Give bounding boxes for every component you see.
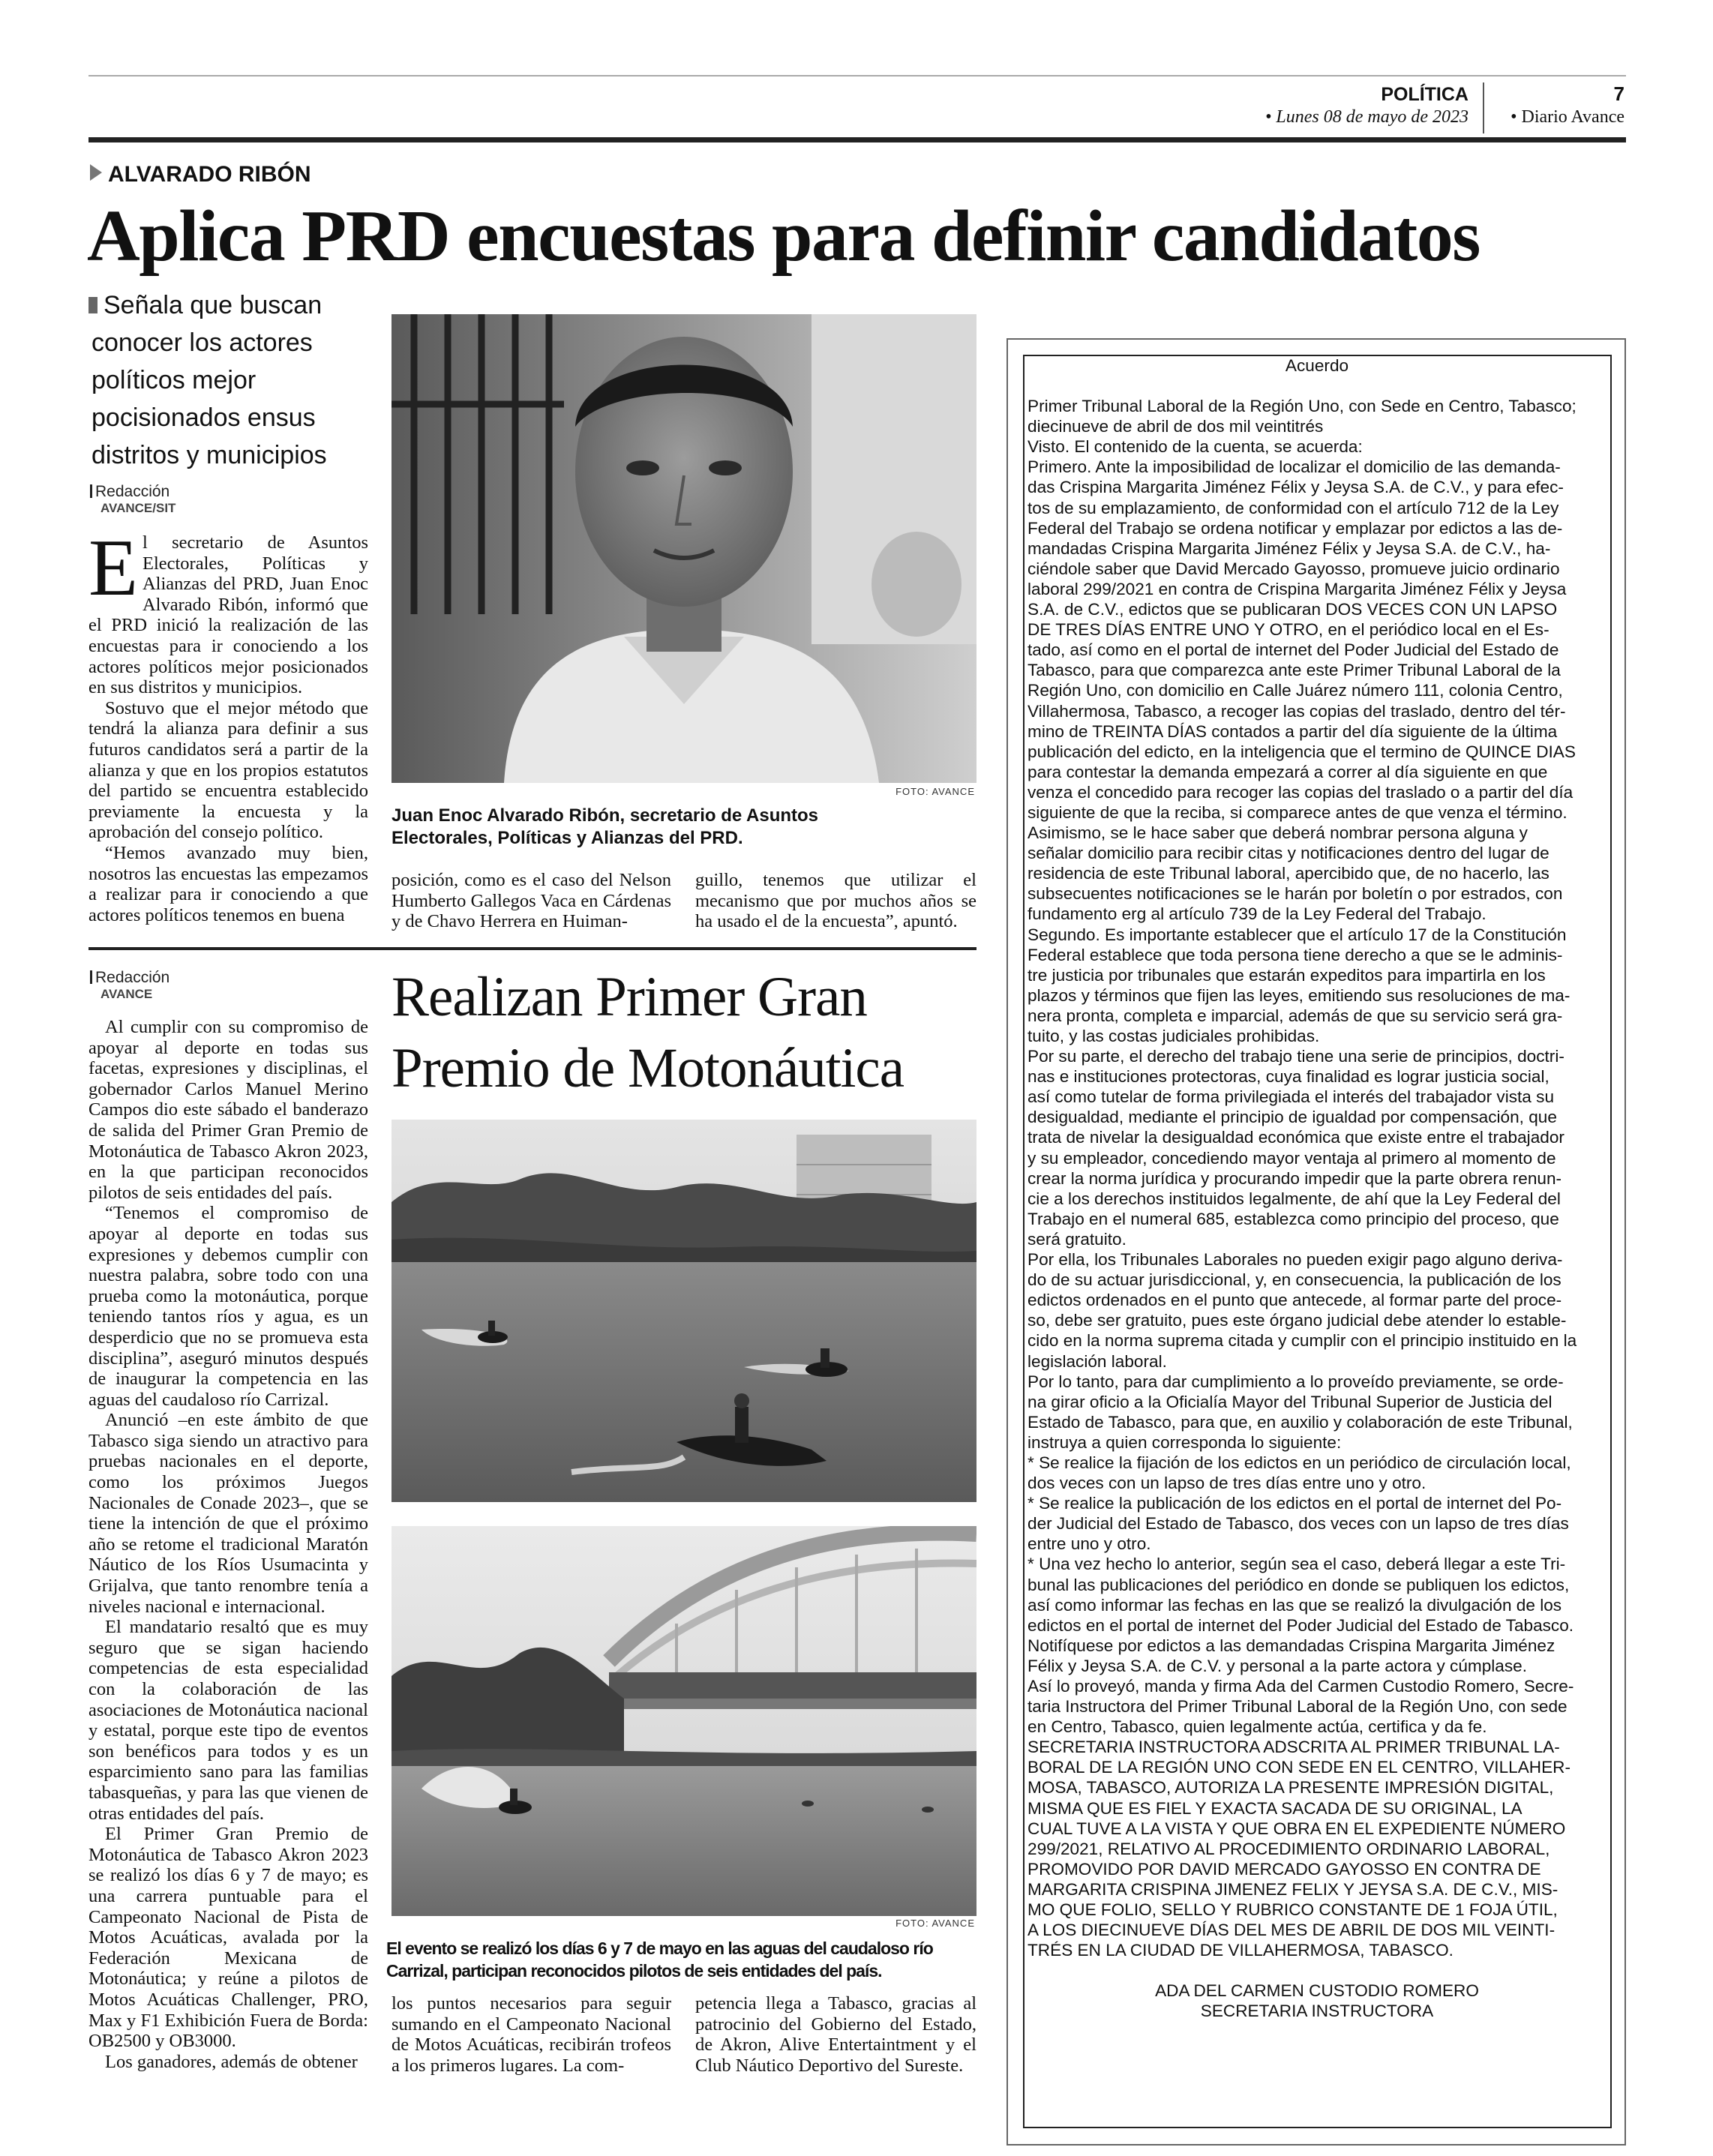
notice-line: diecinueve de abril de dos mil veintitrés: [1028, 417, 1324, 436]
notice-line: tre justicia por tribunales que estarán expeditos para impartirla en los: [1028, 965, 1546, 985]
notice-line: Notifíquese por edictos a las demandadas Crispina Margarita Jiménez: [1028, 1636, 1556, 1655]
notice-line: * Se realice la publicación de los edictos en el portal de internet del Po-: [1028, 1494, 1562, 1513]
paragraph: Los ganadores, además de obtener: [105, 2051, 358, 2072]
notice-line: taria Instructora del Primer Tribunal Laboral de la Región Uno, con sede: [1028, 1697, 1568, 1717]
headline: Aplica PRD encuestas para definir candidatos: [87, 196, 1480, 277]
headline-2-line: Realizan Primer Gran: [392, 966, 867, 1028]
portrait-photo: [392, 314, 976, 783]
paragraph: l secretario de Asuntos Electorales, Políticas y Alianzas del PRD, Juan Enoc Alvarado Ribón, informó que el PRD inició la realización de las encuestas para ir conociendo a los actores políticos mejor posicionados en sus distritos y municipios.: [88, 532, 368, 698]
subhead-line: distritos y municipios: [92, 441, 327, 469]
notice-line: Por ella, los Tribunales Laborales no pueden exigir pago alguno deriva-: [1028, 1250, 1563, 1270]
notice-line: trata de nivelar la desigualdad económica que existe entre el trabajador: [1028, 1128, 1564, 1147]
notice-line: Primero. Ante la imposibilidad de localizar el domicilio de las demanda-: [1028, 457, 1561, 477]
river-photo: [392, 1120, 976, 1502]
caption-line: El evento se realizó los días 6 y 7 de mayo en las aguas del caudaloso río: [386, 1939, 933, 1958]
notice-line: Región Uno, con domicilio en Calle Juárez número 111, colonia Centro,: [1028, 681, 1563, 700]
notice-line: Asimismo, se le hace saber que deberá nombrar persona alguna y: [1028, 823, 1528, 843]
legal-notice: [1028, 355, 1606, 2022]
notice-line: publicación del edicto, en la inteligencia que el termino de QUINCE DIAS: [1028, 742, 1576, 761]
notice-line: na girar oficio a la Oficialía Mayor del Tribunal Superior de Justicia del: [1028, 1392, 1552, 1411]
paragraph: “Tenemos el compromiso de apoyar al deporte en todas sus expresiones y debemos cumplir con nuestra palabra, sobre todo con una prueba como la motonáutica, porque teniendo tantos ríos y agua, es un desperdicio que no se promueva esta disciplina”, aseguró minutos después de inaugurar la competencia en las aguas del caudaloso río Carrizal.: [88, 1203, 368, 1410]
notice-line: crear la norma jurídica y procurando impedir que la parte obrera renun-: [1028, 1168, 1562, 1188]
notice-line: así como tutelar de forma privilegiada el interés del trabajador vista su: [1028, 1087, 1555, 1107]
kicker: [90, 162, 311, 187]
notice-line: SECRETARIA INSTRUCTORA ADSCRITA AL PRIMER TRIBUNAL LA-: [1028, 1738, 1560, 1757]
notice-line: tos de su emplazamiento, de conformidad con el artículo 712 de la Ley: [1028, 498, 1559, 517]
byline-org: AVANCE/SIT: [100, 501, 176, 515]
notice-line: Federal del Trabajo se ordena notificar y emplazar por edictos a las de-: [1028, 518, 1563, 538]
notice-line: residencia de este Tribunal laboral, apercibido que, de no hacerlo, las: [1028, 864, 1550, 883]
notice-line: MOSA, TABASCO, AUTORIZA LA PRESENTE IMPRESIÓN DIGITAL,: [1028, 1778, 1554, 1798]
notice-line: Por lo tanto, para dar cumplimiento a lo proveído previamente, se orde-: [1028, 1372, 1564, 1391]
header-divider: [1483, 82, 1484, 133]
top-rule: [88, 75, 1626, 76]
notice-line: A LOS DIECINUEVE DÍAS DEL MES DE ABRIL DE DOS MIL VEINTI-: [1028, 1921, 1556, 1940]
notice-line: * Una vez hecho lo anterior, según sea el caso, deberá llegar a este Tri-: [1028, 1555, 1566, 1574]
notice-line: entre uno y otro.: [1028, 1534, 1151, 1554]
notice-line: venza el concedido para recoger las copias del traslado o a partir del día: [1028, 782, 1574, 802]
byline: [90, 969, 375, 1002]
notice-line: cido en la norma suprema citada y cumplir con el principio instituido en la: [1028, 1331, 1577, 1351]
drop-cap: E: [88, 523, 138, 613]
notice-line: desigualdad, mediante el principio de igualdad por compensación, que: [1028, 1108, 1557, 1127]
publication-name: • Diario Avance: [1510, 107, 1624, 127]
notice-line: edictos en el portal de internet del Poder Judicial del Estado de Tabasco.: [1028, 1615, 1574, 1635]
notice-line: siguiente de que la reciba, si comparece antes de que venza el término.: [1028, 802, 1568, 822]
notice-line: fundamento erg al artículo 739 de la Ley Federal del Trabajo.: [1028, 904, 1486, 924]
notice-line: para contestar la demanda empezará a correr al día siguiente en que: [1028, 762, 1548, 781]
paragraph: Al cumplir con su compromiso de apoyar al deporte en todas sus facetas, expresiones y disciplinas, el gobernador Carlos Manuel Merino Campos dio este sábado el banderazo de salida del Primer Gran Premio de Motonáutica de Tabasco Akron 2023, en la que participan reconocidos pilotos de seis entidades del país.: [88, 1017, 368, 1203]
signature-name: ADA DEL CARMEN CUSTODIO ROMERO: [1155, 1981, 1479, 2001]
notice-line: mino de TREINTA DÍAS contados a partir del día siguiente de la última: [1028, 721, 1558, 741]
notice-line: Villahermosa, Tabasco, a recoger las copias del traslado, dentro del tér-: [1028, 701, 1566, 721]
notice-line: 299/2021, RELATIVO AL PROCEDIMIENTO ORDINARIO LABORAL,: [1028, 1839, 1550, 1858]
portrait-illustration: [392, 314, 976, 783]
bridge-photo: [392, 1526, 976, 1916]
notice-line: BORAL DE LA REGIÓN UNO CON SEDE EN EL CENTRO, VILLAHER-: [1028, 1758, 1571, 1777]
notice-line: nera pronta, completa e imparcial, además de que su servicio será gra-: [1028, 1006, 1563, 1025]
paragraph: petencia llega a Tabasco, gracias al patrocinio del Gobierno del Estado, de Akron, Alive Entertaintment y el Club Náutico Deportivo del Sureste.: [695, 1993, 976, 2076]
notice-line: edictos ordenados en el punto que antecede, al formar parte del proce-: [1028, 1291, 1562, 1310]
photo-caption: [386, 1937, 986, 1982]
notice-line: subsecuentes notificaciones se le harán por boletín o por estrados, con: [1028, 884, 1563, 904]
article2-column-3: [695, 1993, 976, 2076]
kicker-arrow-icon: [90, 164, 102, 181]
notice-line: so, debe ser gratuito, pues este órgano judicial debe atender lo estable-: [1028, 1311, 1567, 1330]
article1-column-1: [88, 523, 368, 925]
article2-column-1: [88, 1017, 368, 2072]
article1-column-3: [695, 870, 976, 932]
paragraph: El Primer Gran Premio de Motonáutica de Tabasco Akron 2023 se realizó los días 6 y 7 de mayo; es una carrera puntuable para el Campeonato Nacional de Pista de Motos Acuáticas, avalada por la Federación Mexicana de Motonáutica; y reúne a pilotos de Motos Acuáticas Challenger, PRO, Max y F1 Exhibición Fuera de Borda: OB2500 y OB3000.: [88, 1824, 368, 2052]
notice-line: Por su parte, el derecho del trabajo tiene una serie de principios, doctri-: [1028, 1047, 1564, 1066]
byline-name: Redacción: [95, 969, 170, 986]
notice-line: MARGARITA CRISPINA JIMENEZ FELIX Y JEYSA S.A. DE C.V., MIS-: [1028, 1879, 1558, 1899]
paragraph: guillo, tenemos que utilizar el mecanismo que por muchos años se ha usado el de la encuesta”, apuntó.: [695, 870, 976, 932]
subhead-line: Señala que buscan: [104, 291, 322, 319]
notice-line: Estado de Tabasco, para que, en auxilio y colaboración de este Tribunal,: [1028, 1412, 1573, 1432]
byline-org: AVANCE: [100, 987, 153, 1001]
notice-line: laboral 299/2021 en contra de Crispina Margarita Jiménez Félix y Jeysa: [1028, 579, 1567, 598]
subhead-line: pocisionados ensus: [92, 403, 316, 432]
notice-line: en Centro, Tabasco, quien legalmente actúa, certifica y da fe.: [1028, 1717, 1487, 1737]
photo-caption: Juan Enoc Alvarado Ribón, secretario de Asuntos Electorales, Políticas y Alianzas del PRD.: [392, 805, 819, 848]
notice-line: Segundo. Es importante establecer que el artículo 17 de la Constitución: [1028, 925, 1567, 944]
section-name: POLÍTICA: [1381, 84, 1468, 105]
notice-line: así como informar las fechas en las que se realizó la divulgación de los: [1028, 1595, 1562, 1615]
byline-name: Redacción: [95, 483, 170, 500]
paragraph: los puntos necesarios para seguir sumando en el Campeonato Nacional de Motos Acuáticas, recibirán trofeos a los primeros lugares. La com-: [392, 1993, 671, 2076]
article-separator: [88, 947, 976, 950]
notice-line: Félix y Jeysa S.A. de C.V. y personal a la parte actora y cúmplase.: [1028, 1656, 1527, 1675]
notice-line: dos veces con un lapso de tres días entre uno y otro.: [1028, 1474, 1426, 1493]
header-thick-rule: [88, 137, 1626, 142]
notice-line: Tabasco, para que comparezca ante este Primer Tribunal Laboral de la: [1028, 661, 1561, 680]
notice-line: * Se realice la fijación de los edictos en un periódico de circulación local,: [1028, 1453, 1571, 1472]
issue-date: • Lunes 08 de mayo de 2023: [1264, 107, 1468, 127]
paragraph: posición, como es el caso del Nelson Humberto Gallegos Vaca en Cárdenas y de Chavo Herrera en Huiman-: [392, 870, 671, 932]
notice-line: ciéndole saber que David Mercado Gayosso, promueve juicio ordinario: [1028, 559, 1560, 578]
notice-line: der Judicial del Estado de Tabasco, dos veces con un lapso de tres días: [1028, 1514, 1569, 1534]
bridge-illustration: [392, 1526, 976, 1916]
headline-2: [392, 961, 984, 1104]
notice-line: Visto. El contenido de la cuenta, se acuerda:: [1028, 437, 1363, 457]
notice-line: TRÉS EN LA CIUDAD DE VILLAHERMOSA, TABASCO.: [1028, 1941, 1454, 1960]
headline-2-line: Premio de Motonáutica: [392, 1037, 904, 1099]
notice-line: señalar domicilio para recibir citas y notificaciones dentro del lugar de: [1028, 844, 1550, 863]
notice-line: legislación laboral.: [1028, 1351, 1167, 1371]
notice-body: [1028, 396, 1606, 1960]
notice-line: S.A. de C.V., edictos que se publicaran DOS VECES CON UN LAPSO: [1028, 600, 1558, 619]
notice-line: MO QUE FOLIO, SELLO Y RUBRICO CONSTANTE DE 1 FOJA ÚTIL,: [1028, 1900, 1558, 1920]
paragraph: Anunció –en este ámbito de que Tabasco siga siendo un atractivo para pruebas nacionales en el deporte, como los próximos Juegos Nacionales de Conade 2023–, que se tiene la intención de que el próximo año se retome el tradicional Maratón Náutico de los Ríos Usumacinta y Grijalva, que tanto renombre tenía a niveles nacional e internacional.: [88, 1410, 368, 1617]
notice-line: PROMOVIDO POR DAVID MERCADO GAYOSSO EN CONTRA DE: [1028, 1859, 1541, 1879]
subhead-marker-icon: [88, 297, 98, 313]
notice-line: tado, así como en el portal de internet del Poder Judicial del Estado de: [1028, 640, 1559, 660]
notice-line: do de su actuar jurisdiccional, y, en consecuencia, la publicación de los: [1028, 1270, 1562, 1290]
kicker-text: ALVARADO RIBÓN: [108, 162, 311, 187]
subhead-line: políticos mejor: [92, 366, 256, 394]
notice-title: Acuerdo: [1285, 356, 1349, 375]
article2-column-2: [392, 1993, 671, 2076]
notice-line: Federal establece que toda persona tiene derecho a que se le adminis-: [1028, 945, 1563, 964]
river-illustration: [392, 1120, 976, 1502]
caption-line: Carrizal, participan reconocidos pilotos de seis entidades del país.: [386, 1961, 882, 1981]
notice-line: bunal las publicaciones del periódico en donde se publiquen los edictos,: [1028, 1575, 1570, 1594]
byline: [90, 483, 375, 516]
subhead-line: conocer los actores: [92, 328, 313, 357]
notice-line: cie a los derechos instituidos legalmente, de ahí que la Ley Federal del: [1028, 1189, 1561, 1208]
paragraph: “Hemos avanzado muy bien, nosotros las encuestas las empezamos a realizar para ir conociendo a que actores políticos tenemos en buena: [88, 842, 368, 925]
notice-line: MISMA QUE ES FIEL Y EXACTA SACADA DE SU ORIGINAL, LA: [1028, 1798, 1522, 1818]
page-number: 7: [1613, 82, 1624, 105]
notice-line: Trabajo en el numeral 685, establezca como principio del proceso, que: [1028, 1209, 1559, 1228]
notice-line: y su empleador, concediendo mayor ventaja al primero al momento de: [1028, 1148, 1556, 1168]
photo-credit: FOTO: AVANCE: [896, 1918, 975, 1929]
notice-line: Así lo proveyó, manda y firma Ada del Carmen Custodio Romero, Secre-: [1028, 1677, 1574, 1696]
signature-title: SECRETARIA INSTRUCTORA: [1200, 2002, 1434, 2021]
article1-column-2: [392, 870, 671, 932]
paragraph: El mandatario resaltó que es muy seguro que se sigan haciendo competencias de esta especialidad con la colaboración de las asociaciones de Motonáutica nacional y estatal, porque este tipo de eventos son benéficos para todos y es un esparcimiento sano para las familias tabasqueñas, y para las que vienen de otras entidades del país.: [88, 1617, 368, 1824]
notice-line: será gratuito.: [1028, 1229, 1126, 1249]
notice-line: instruya a quien corresponda lo siguiente:: [1028, 1432, 1342, 1452]
notice-line: Primer Tribunal Laboral de la Región Uno, con Sede en Centro, Tabasco;: [1028, 397, 1576, 416]
paragraph: Sostuvo que el mejor método que tendrá la alianza para definir a sus futuros candidatos será a partir de la alianza y que en los propios estatutos del partido se encuentra establecido previamente la encuesta y la aprobación del consejo político.: [88, 697, 368, 843]
notice-line: CUAL TUVE A LA VISTA Y QUE OBRA EN EL EXPEDIENTE NÚMERO: [1028, 1819, 1566, 1838]
notice-line: plazos y términos que fijen las leyes, emitiendo sus resoluciones de ma-: [1028, 985, 1570, 1005]
notice-line: mandadas Crispina Margarita Jiménez Félix y Jeysa S.A. de C.V., ha-: [1028, 538, 1551, 558]
notice-line: nas e instituciones protectoras, cuya finalidad es lograr justicia social,: [1028, 1067, 1550, 1087]
notice-line: das Crispina Margarita Jiménez Félix y Jeysa S.A. de C.V., y para efec-: [1028, 478, 1564, 497]
notice-line: tuito, y las costas judiciales prohibidas.: [1028, 1027, 1320, 1045]
photo-credit: FOTO: AVANCE: [896, 786, 975, 797]
notice-line: DE TRES DÍAS ENTRE UNO Y OTRO, en el periódico local en el Es-: [1028, 620, 1550, 640]
